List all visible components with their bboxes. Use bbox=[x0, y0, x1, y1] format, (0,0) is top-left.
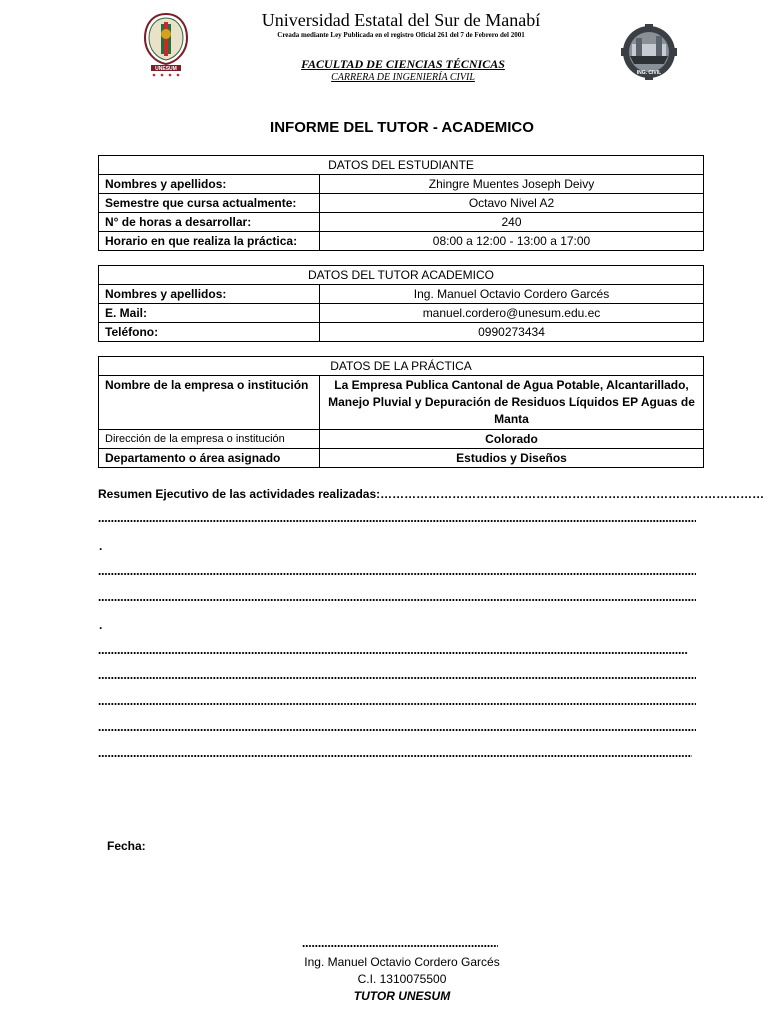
company-address-value: Colorado bbox=[320, 430, 704, 449]
student-name-label: Nombres y apellidos: bbox=[99, 175, 320, 194]
tutor-email-label: E. Mail: bbox=[99, 304, 320, 323]
date-label: Fecha: bbox=[107, 839, 146, 853]
tutor-name-value: Ing. Manuel Octavio Cordero Garcés bbox=[320, 285, 704, 304]
summary-dotted-line bbox=[98, 515, 696, 525]
signature-line bbox=[302, 940, 498, 950]
signature-role: TUTOR UNESUM bbox=[353, 989, 451, 1003]
practice-table-heading: DATOS DE LA PRÁCTICA bbox=[99, 357, 704, 376]
table-row bbox=[99, 430, 704, 449]
company-address-label: Dirección de la empresa o institución bbox=[99, 430, 320, 449]
summary-dotted-line bbox=[98, 647, 688, 657]
tutor-name-label: Nombres y apellidos: bbox=[99, 285, 320, 304]
table-row bbox=[99, 175, 704, 194]
summary-dotted-line bbox=[98, 698, 696, 708]
practice-data-table bbox=[98, 356, 704, 468]
student-data-table bbox=[98, 155, 704, 251]
company-name-value: La Empresa Publica Cantonal de Agua Potable, Alcantarillado, Manejo Pluvial y Depuración de Residuos Líquidos EP Aguas de Manta bbox=[320, 376, 704, 430]
summary-dotted-line bbox=[98, 724, 696, 734]
creation-note: Creada mediante Ley Publicada en el registro Oficial 261 del 7 de Febrero del 2001 bbox=[277, 31, 525, 39]
table-row bbox=[99, 304, 704, 323]
tutor-table-heading: DATOS DEL TUTOR ACADEMICO bbox=[99, 266, 704, 285]
hours-label: N° de horas a desarrollar: bbox=[99, 213, 320, 232]
schedule-label: Horario en que realiza la práctica: bbox=[99, 232, 320, 251]
table-row bbox=[99, 232, 704, 251]
table-row bbox=[99, 285, 704, 304]
summary-dotted-line bbox=[98, 672, 696, 682]
tutor-phone-value: 0990273434 bbox=[320, 323, 704, 342]
signature-name: Ing. Manuel Octavio Cordero Garcés bbox=[304, 955, 500, 969]
student-table-heading: DATOS DEL ESTUDIANTE bbox=[99, 156, 704, 175]
summary-label: Resumen Ejecutivo de las actividades realizadas:…………………………………………………………………………………… bbox=[98, 487, 765, 501]
department-label: Departamento o área asignado bbox=[99, 449, 320, 468]
summary-dotted-line bbox=[98, 568, 696, 578]
semester-label: Semestre que cursa actualmente: bbox=[99, 194, 320, 213]
schedule-value: 08:00 a 12:00 - 13:00 a 17:00 bbox=[320, 232, 704, 251]
tutor-phone-label: Teléfono: bbox=[99, 323, 320, 342]
table-row bbox=[99, 194, 704, 213]
summary-dotted-line bbox=[98, 750, 692, 760]
report-title: INFORME DEL TUTOR - ACADEMICO bbox=[270, 119, 534, 136]
summary-dotted-line bbox=[98, 594, 696, 604]
tutor-data-table bbox=[98, 265, 704, 342]
table-row bbox=[99, 323, 704, 342]
student-name-value: Zhingre Muentes Joseph Deivy bbox=[320, 175, 704, 194]
tutor-email-value: manuel.cordero@unesum.edu.ec bbox=[320, 304, 704, 323]
civil-engineering-logo-right bbox=[612, 24, 686, 80]
signature-ci: C.I. 1310075500 bbox=[357, 972, 447, 986]
career-name: CARRERA DE INGENIERÍA CIVIL bbox=[331, 72, 475, 83]
summary-dot: . bbox=[99, 618, 103, 632]
university-name: Universidad Estatal del Sur de Manabí bbox=[261, 10, 541, 30]
logo-right-text: ING. CIVIL bbox=[636, 70, 662, 76]
table-row bbox=[99, 213, 704, 232]
faculty-name: FACULTAD DE CIENCIAS TÉCNICAS bbox=[301, 57, 505, 71]
company-name-label: Nombre de la empresa o institución bbox=[99, 376, 320, 430]
semester-value: Octavo Nivel A2 bbox=[320, 194, 704, 213]
summary-dot: . bbox=[99, 539, 103, 553]
department-value: Estudios y Diseños bbox=[320, 449, 704, 468]
table-row bbox=[99, 376, 704, 430]
logo-left-text: UNESUM bbox=[155, 66, 177, 72]
hours-value: 240 bbox=[320, 213, 704, 232]
table-row bbox=[99, 449, 704, 468]
